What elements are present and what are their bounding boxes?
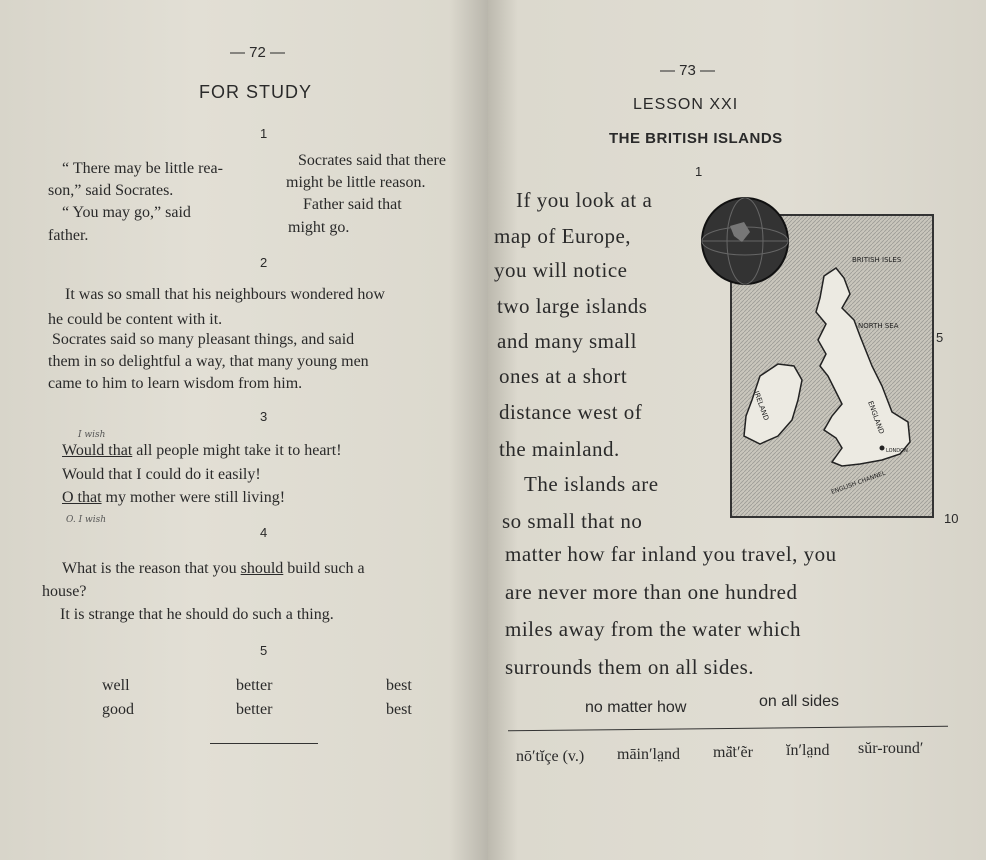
text-span: build such a	[283, 560, 365, 577]
handwritten-note: O. I wish	[66, 515, 106, 525]
text-line: and many small	[497, 329, 637, 353]
text-line: father.	[48, 227, 89, 244]
table-cell: well	[102, 677, 130, 694]
phrase: on all sides	[759, 693, 840, 710]
section-number: 1	[260, 126, 268, 141]
map-label: LONDON	[886, 448, 908, 454]
text-line: Would that I could do it easily!	[62, 466, 261, 483]
text-line: the mainland.	[499, 437, 620, 461]
text-line: If you look at a	[516, 188, 653, 212]
map-label: ENGLAND	[866, 399, 886, 436]
map-label: NORTH SEA	[858, 322, 899, 330]
map-label: BRITISH ISLES	[852, 256, 902, 264]
text-line: house?	[42, 583, 87, 600]
text-line: Socrates said that there	[298, 152, 446, 169]
page-number: — 72 —	[230, 44, 286, 61]
text-line: you will notice	[494, 258, 628, 282]
globe-icon	[700, 196, 790, 286]
text-line	[62, 442, 342, 460]
text-line: It is strange that he should do such a thing.	[60, 606, 334, 623]
section-number: 2	[260, 255, 268, 270]
text-line: “ There may be little rea-	[62, 160, 223, 177]
table-cell: best	[386, 701, 412, 718]
table-cell: best	[386, 677, 412, 694]
map-label: ENGLISH CHANNEL	[830, 469, 887, 496]
left-page	[0, 0, 488, 860]
text-line: son,” said Socrates.	[48, 182, 174, 199]
text-line: miles away from the water which	[505, 617, 801, 641]
table-cell: better	[236, 677, 273, 694]
text-line: so small that no	[502, 509, 643, 533]
text-line: It was so small that his neighbours wondered how	[65, 286, 385, 303]
text-line: The islands are	[524, 472, 659, 496]
text-span: all people might take it to heart!	[132, 442, 342, 459]
text-line: might go.	[288, 219, 350, 236]
text-line: Socrates said so many pleasant things, and said	[52, 331, 355, 348]
text-line: ones at a short	[499, 364, 628, 388]
vocab-word: mă̈t′ẽr	[713, 744, 753, 761]
map-label: IRELAND	[752, 389, 771, 422]
vocab-word: ĭn′la̤nd	[786, 742, 830, 759]
table-cell: better	[236, 701, 273, 718]
vocab-word: māin′la̤nd	[617, 746, 681, 763]
section-number: 4	[260, 525, 268, 540]
text-line: “ You may go,” said	[62, 204, 191, 221]
page-number: — 73 —	[660, 62, 716, 79]
text-line: came to him to learn wisdom from him.	[48, 375, 303, 392]
end-rule	[210, 743, 318, 744]
text-line: might be little reason.	[286, 174, 426, 191]
text-line	[62, 560, 365, 578]
lesson-label: LESSON XXI	[633, 96, 739, 113]
line-marker: 10	[944, 511, 959, 526]
text-line: surrounds them on all sides.	[505, 655, 755, 679]
text-line: distance west of	[499, 400, 643, 424]
text-line: are never more than one hundred	[505, 580, 798, 604]
section-number: 3	[260, 409, 268, 424]
text-line: two large islands	[497, 294, 648, 318]
lesson-title: THE BRITISH ISLANDS	[609, 130, 783, 147]
text-line: he could be content with it.	[48, 311, 223, 328]
handwritten-note: I wish	[78, 430, 106, 440]
text-line: them in so delightful a way, that many young men	[48, 353, 369, 370]
section-number: 1	[695, 164, 703, 179]
underlined-word: should	[240, 560, 284, 577]
underlined-phrase: Would that	[62, 442, 133, 459]
text-span: What is the reason that you	[62, 560, 241, 577]
vocab-rule	[508, 726, 948, 732]
right-page	[488, 0, 986, 860]
text-line: map of Europe,	[494, 224, 632, 248]
text-line: Father said that	[303, 196, 402, 213]
text-line	[62, 489, 285, 507]
vocab-word: sŭr-round′	[858, 740, 924, 757]
text-span: my mother were still living!	[101, 489, 286, 506]
table-cell: good	[102, 701, 134, 718]
section-number: 5	[260, 643, 268, 658]
phrase: no matter how	[585, 699, 687, 716]
underlined-phrase: O that	[62, 489, 102, 506]
page-heading: FOR STUDY	[199, 82, 313, 102]
vocab-word: nō′tĭçe (v.)	[516, 748, 585, 765]
text-line: matter how far inland you travel, you	[505, 542, 837, 566]
line-marker: 5	[936, 330, 944, 345]
